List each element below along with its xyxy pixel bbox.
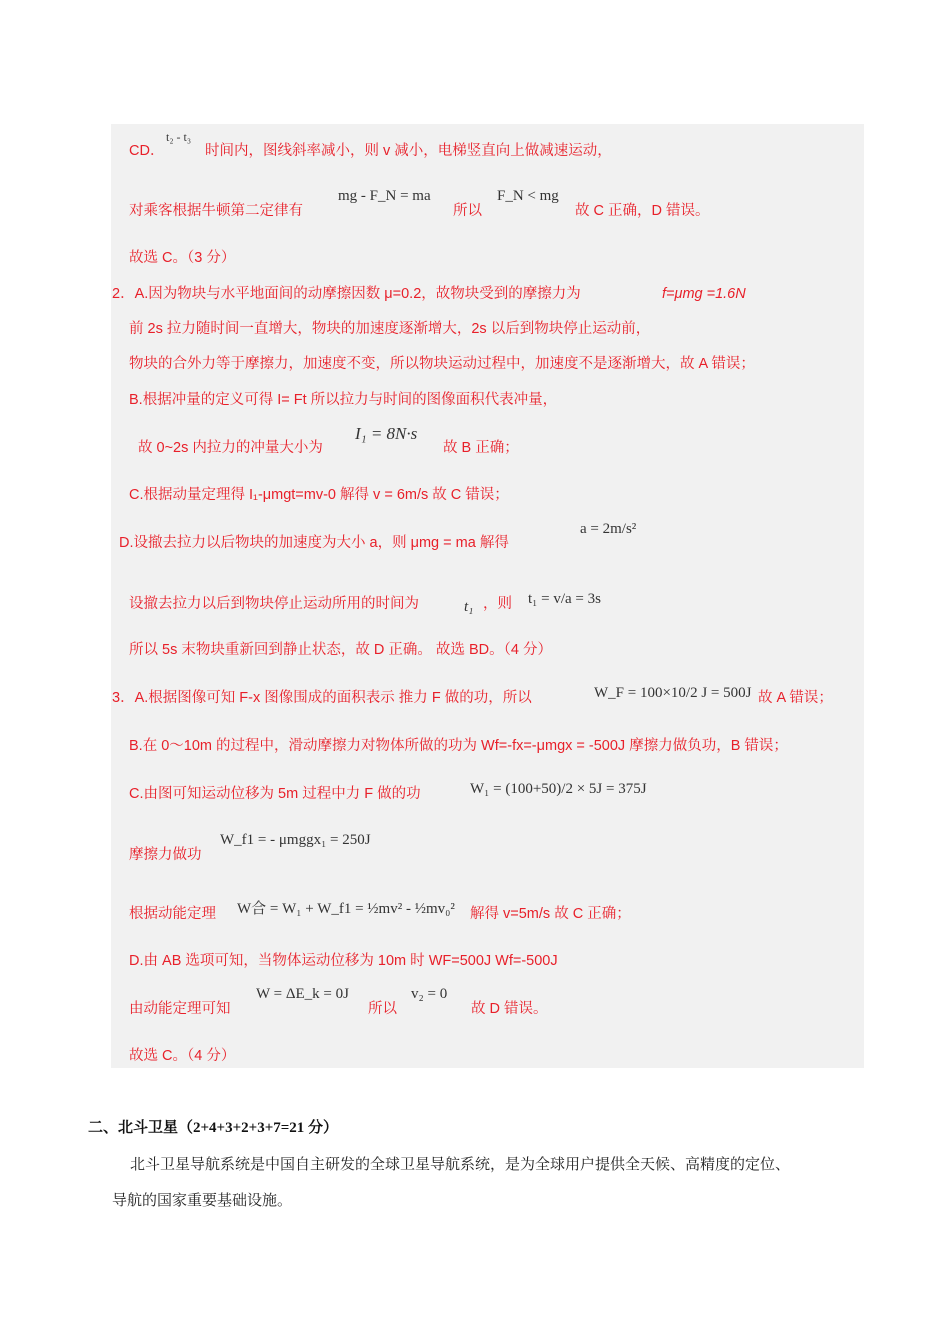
q3-line3a: C.由图可知运动位移为 5m 过程中力 F 做的功: [129, 786, 421, 802]
q3-line7a: 由动能定理可知: [129, 1001, 231, 1017]
section-heading: 二、北斗卫星（2+4+3+2+3+7=21 分）: [88, 1120, 339, 1136]
section-paragraph-line1: 北斗卫星导航系统是中国自主研发的全球卫星导航系统，是为全球用户提供全天候、高精度的定位、: [130, 1157, 791, 1173]
cd-eq1: mg - F_N = ma: [338, 188, 431, 204]
q2-line7a: D.设撤去拉力以后物块的加速度为大小 a，则 μmg = ma 解得: [119, 535, 509, 551]
q3-choose: 故选 C。（4 分）: [129, 1048, 236, 1064]
q3-line5a: 根据动能定理: [129, 906, 216, 922]
q2-line9: 所以 5s 末物块重新回到静止状态，故 D 正确。 故选 BD。（4 分）: [129, 642, 552, 658]
q2-line1: 2．A.因为物块与水平地面间的动摩擦因数 μ=0.2，故物块受到的摩擦力为: [112, 286, 581, 302]
q2-line5b: 故 B 正确；: [443, 440, 519, 456]
q2-line8-t: t₁: [464, 599, 474, 615]
cd-label: CD．: [129, 143, 165, 159]
q3-line4a: 摩擦力做功: [129, 847, 202, 863]
q2-line6: C.根据动量定理得 I₁-μmgt=mv-0 解得 v = 6m/s 故 C 错误；: [129, 487, 509, 503]
q3-line1a: 3．A.根据图像可知 F-x 图像围成的面积表示 推力 F 做的功，所以: [112, 690, 532, 706]
q3-line4-eq: W_f1 = - μmggx₁ = 250J: [220, 832, 371, 848]
q3-line7-eq: W = ΔE_k = 0J: [256, 986, 349, 1002]
cd-eq2: F_N < mg: [497, 188, 559, 204]
q2-line8a: 设撤去拉力以后到物块停止运动所用的时间为: [129, 596, 419, 612]
cd-text2b: 所以: [453, 203, 482, 219]
cd-text2a: 对乘客根据牛顿第二定律有: [129, 203, 303, 219]
q3-line1-eq: W_F = 100×10/2 J = 500J: [594, 685, 752, 701]
q3-line3-eq: W₁ = (100+50)/2 × 5J = 375J: [470, 781, 647, 797]
q3-line5-eq: W合 = W₁ + W_f1 = ½mv² - ½mv₀²: [237, 901, 455, 917]
q2-line8b: ，则: [483, 596, 512, 612]
q2-line5-eq: I₁ = 8N·s: [355, 424, 418, 443]
q2-line3: 物块的合外力等于摩擦力，加速度不变，所以物块运动过程中，加速度不是逐渐增大，故 A 错误；: [129, 356, 755, 372]
cd-choose: 故选 C。（3 分）: [129, 250, 236, 266]
cd-time-range: t₂ - t₃: [166, 130, 192, 144]
q3-line2: B.在 0～10m 的过程中，滑动摩擦力对物体所做的功为 Wf=-fx=-μmgx = -500J 摩擦力做负功，B 错误；: [129, 738, 788, 754]
q2-line4: B.根据冲量的定义可得 I= Ft 所以拉力与时间的图像面积代表冲量，: [129, 392, 558, 408]
q3-line7b: 所以: [368, 1001, 397, 1017]
q2-line2: 前 2s 拉力随时间一直增大，物块的加速度逐渐增大，2s 以后到物块停止运动前，: [129, 321, 651, 337]
q3-line5b: 解得 v=5m/s 故 C 正确；: [470, 906, 631, 922]
section-paragraph-line2: 导航的国家重要基础设施。: [112, 1193, 293, 1209]
q2-line5a: 故 0~2s 内拉力的冲量大小为: [138, 440, 323, 456]
q2-line8-eq: t₁ = v/a = 3s: [528, 591, 601, 607]
q3-line7-eq2: v₂ = 0: [411, 986, 448, 1002]
cd-text1: 时间内，图线斜率减小，则 v 减小，电梯竖直向上做减速运动，: [205, 143, 612, 159]
q3-line6: D.由 AB 选项可知，当物体运动位移为 10m 时 WF=500J Wf=-500J: [129, 953, 558, 969]
q2-line7-eq: a = 2m/s²: [580, 521, 637, 537]
cd-text2c: 故 C 正确，D 错误。: [575, 203, 710, 219]
q3-line1b: 故 A 错误；: [758, 690, 833, 706]
q2-line1-eq: f=μmg =1.6N: [662, 286, 746, 302]
q3-line7c: 故 D 错误。: [471, 1001, 548, 1017]
